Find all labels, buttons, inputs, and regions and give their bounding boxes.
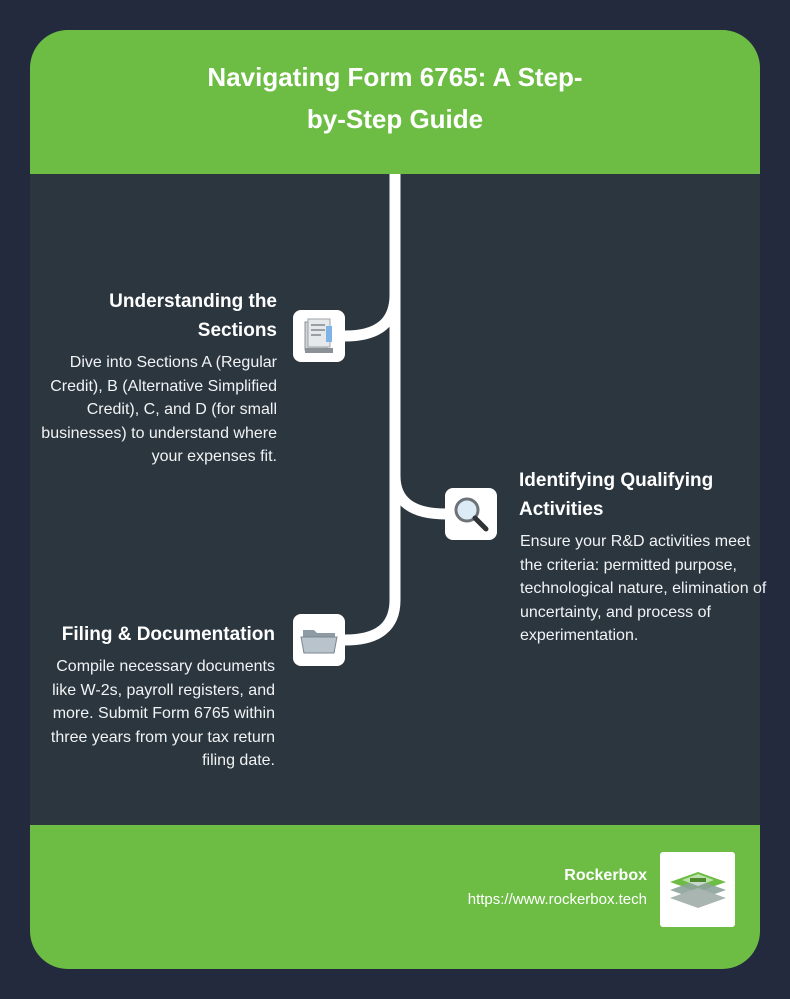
- folder-icon: [293, 614, 345, 666]
- step-3-icon-box: [293, 614, 345, 666]
- rockerbox-logo: [660, 852, 735, 927]
- step-2-icon-box: [445, 488, 497, 540]
- footer-banner: [30, 825, 760, 969]
- step-2-description: Ensure your R&D activities meet the criteria: permitted purpose, technological nature, elimination of uncertainty, and process of experimentation.: [520, 533, 767, 644]
- document-stack-icon: [293, 310, 345, 362]
- step-1-title: Understanding the Sections: [109, 291, 277, 341]
- step-3-title: Filing & Documentation: [61, 624, 275, 645]
- step-1-icon-box: [293, 310, 345, 362]
- logo-layers-icon: [670, 872, 726, 908]
- step-3-description: Compile necessary documents like W-2s, payroll registers, and more. Submit Form 6765 within three years from your tax return filing date.: [50, 658, 275, 769]
- magnifying-glass-icon: [445, 488, 497, 540]
- step-2-title: Identifying Qualifying Activities: [519, 470, 714, 520]
- header-banner: [30, 30, 760, 174]
- page-title: Navigating Form 6765: A Step-by-Step Guide: [207, 62, 583, 134]
- brand-url[interactable]: https://www.rockerbox.tech: [467, 891, 647, 908]
- brand-name: Rockerbox: [564, 867, 647, 884]
- step-1-description: Dive into Sections A (Regular Credit), B (Alternative Simplified Credit), C, and D (for small businesses) to understand where your expenses fit.: [41, 354, 277, 465]
